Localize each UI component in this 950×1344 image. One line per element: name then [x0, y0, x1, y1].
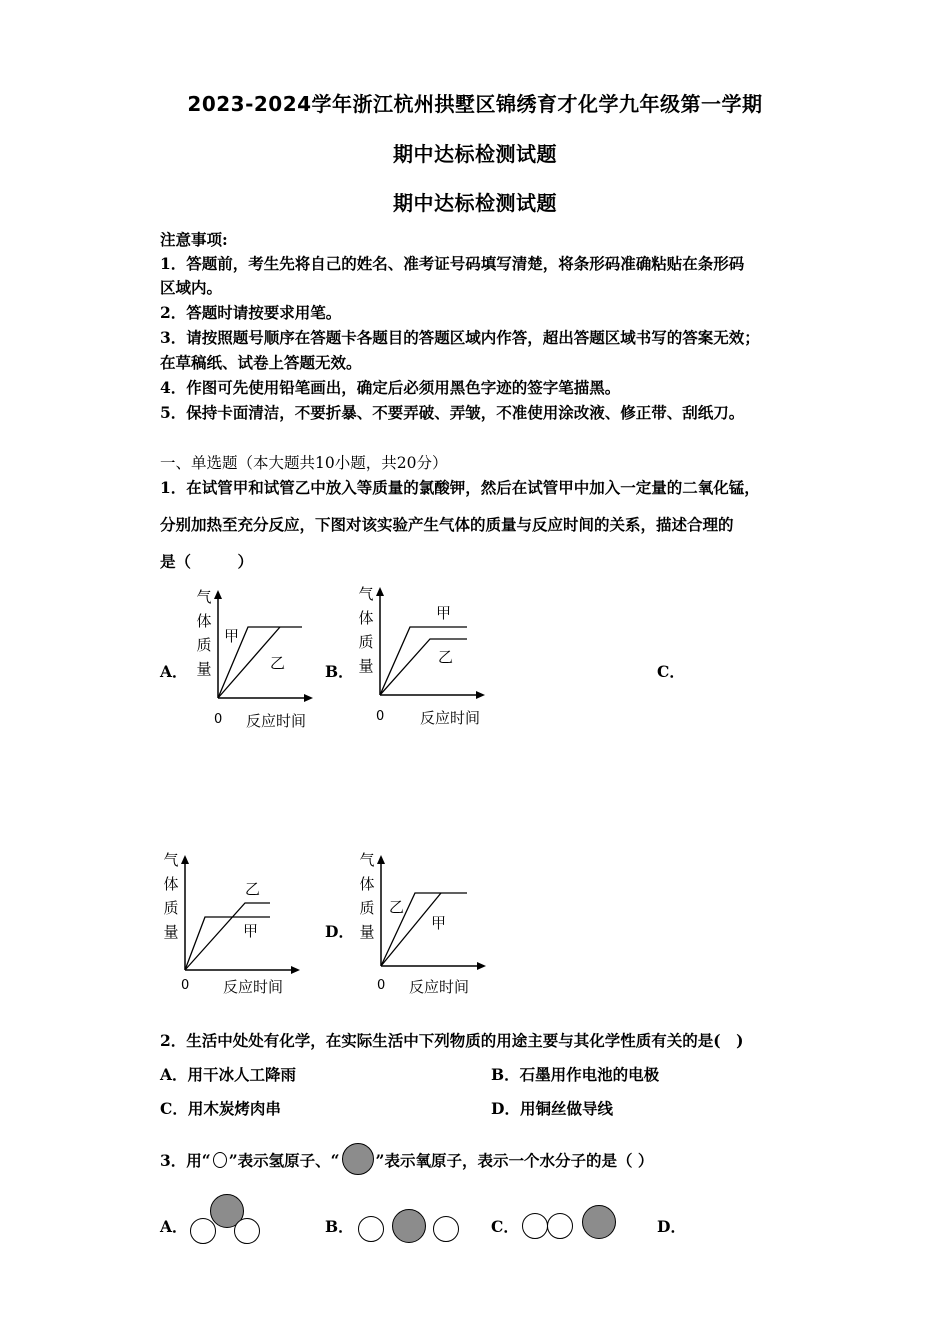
series-label-jia: 甲 [243, 922, 259, 940]
notice-item: 5．保持卡面清洁，不要折暴、不要弄破、弄皱，不准使用涂改液、修正带、刮纸刀。 [160, 403, 745, 422]
series-label-yi: 乙 [270, 654, 286, 672]
series-label-jia: 甲 [431, 914, 447, 932]
q1-graph-c [157, 848, 307, 998]
series-label-jia: 甲 [224, 627, 240, 645]
q1-stem-line: 1．在试管甲和试管乙中放入等质量的氯酸钾，然后在试管甲中加入一定量的二氧化锰， [160, 478, 760, 497]
y-axis-char: 体 [163, 875, 179, 893]
q3-option-d[interactable]: D． [657, 1217, 686, 1236]
q3-option-b[interactable]: B． [325, 1217, 354, 1236]
notice-item: 3．请按照题号顺序在答题卡各题目的答题区域内作答，超出答题区域书写的答案无效； [160, 328, 760, 347]
hydrogen-atom-icon [433, 1216, 459, 1242]
exam-title-line3: 期中达标检测试题 [393, 191, 557, 215]
x-axis-label: 反应时间 [223, 978, 284, 996]
q1-option-d[interactable]: D． [325, 922, 354, 941]
q1-graph-b [352, 582, 492, 732]
oxygen-atom-icon [392, 1209, 426, 1243]
y-axis-char: 量 [359, 923, 375, 941]
y-axis-char: 质 [163, 899, 179, 917]
q2-option-d[interactable]: D．用铜丝做导线 [491, 1099, 613, 1118]
q1-stem-line: 分别加热至充分反应，下图对该实验产生气体的质量与反应时间的关系，描述合理的 [160, 515, 734, 534]
notice-item: 4．作图可先使用铅笔画出，确定后必须用黑色字迹的签字笔描黑。 [160, 378, 621, 397]
q3-molecule-b [356, 1208, 462, 1248]
hydrogen-atom-icon [190, 1218, 216, 1244]
y-axis-char: 量 [196, 660, 212, 678]
oxygen-atom-icon [342, 1143, 374, 1175]
series-label-jia: 甲 [436, 604, 452, 622]
q1-graph-d [353, 848, 503, 998]
q1-option-c[interactable]: C． [657, 662, 685, 681]
oxygen-atom-icon [582, 1205, 616, 1239]
y-axis-char: 体 [358, 609, 374, 627]
hydrogen-atom-icon [522, 1213, 548, 1239]
y-axis-char: 气 [359, 851, 375, 869]
hydrogen-atom-icon [234, 1218, 260, 1244]
x-axis-label: 反应时间 [409, 978, 470, 996]
q1-stem-line: 是（ ） [160, 552, 254, 571]
y-axis-char: 体 [196, 612, 212, 630]
y-axis-char: 体 [359, 875, 375, 893]
notice-item: 2．答题时请按要求用笔。 [160, 303, 342, 322]
section-heading: 一、单选题（本大题共10小题，共20分） [160, 454, 448, 472]
series-label-yi: 乙 [438, 648, 454, 666]
x-axis-label: 反应时间 [246, 712, 307, 730]
q3-option-c[interactable]: C． [491, 1217, 519, 1236]
exam-title-line2: 期中达标检测试题 [393, 142, 557, 166]
y-axis-char: 质 [196, 636, 212, 654]
q3-option-a[interactable]: A． [160, 1217, 188, 1236]
exam-title-line1: 2023-2024学年浙江杭州拱墅区锦绣育才化学九年级第一学期 [187, 92, 763, 116]
hydrogen-atom-icon [547, 1213, 573, 1239]
q1-option-a[interactable]: A． [160, 662, 188, 681]
series-label-yi: 乙 [389, 898, 405, 916]
q3-stem: 3．用“ ”表示氢原子、“ ”表示氧原子，表示一个水分子的是（ ） [160, 1143, 653, 1175]
q1-option-b[interactable]: B． [325, 662, 354, 681]
q2-option-a[interactable]: A．用干冰人工降雨 [160, 1065, 297, 1084]
origin-label: 0 [377, 978, 386, 993]
q2-option-b[interactable]: B．石墨用作电池的电极 [491, 1065, 660, 1084]
q3-molecule-c [522, 1204, 622, 1244]
hydrogen-atom-icon [213, 1152, 227, 1168]
origin-label: 0 [181, 978, 190, 993]
series-label-yi: 乙 [245, 880, 261, 898]
y-axis-char: 量 [163, 923, 179, 941]
hydrogen-atom-icon [358, 1216, 384, 1242]
y-axis-char: 气 [163, 851, 179, 869]
notice-item: 在草稿纸、试卷上答题无效。 [160, 353, 362, 372]
y-axis-char: 气 [196, 588, 212, 606]
q1-graph-a [190, 585, 320, 735]
notice-heading: 注意事项: [160, 230, 228, 249]
origin-label: 0 [214, 712, 223, 727]
notice-item: 区域内。 [160, 278, 223, 297]
y-axis-char: 质 [358, 633, 374, 651]
y-axis-char: 气 [358, 585, 374, 603]
q2-option-c[interactable]: C．用木炭烤肉串 [160, 1099, 281, 1118]
origin-label: 0 [376, 709, 385, 724]
y-axis-char: 质 [359, 899, 375, 917]
x-axis-label: 反应时间 [420, 709, 481, 727]
q3-molecule-a [188, 1194, 264, 1246]
y-axis-char: 量 [358, 657, 374, 675]
q2-stem: 2．生活中处处有化学，在实际生活中下列物质的用途主要与其化学性质有关的是( ) [160, 1031, 744, 1050]
notice-item: 1．答题前，考生先将自己的姓名、准考证号码填写清楚，将条形码准确粘贴在条形码 [160, 254, 745, 273]
